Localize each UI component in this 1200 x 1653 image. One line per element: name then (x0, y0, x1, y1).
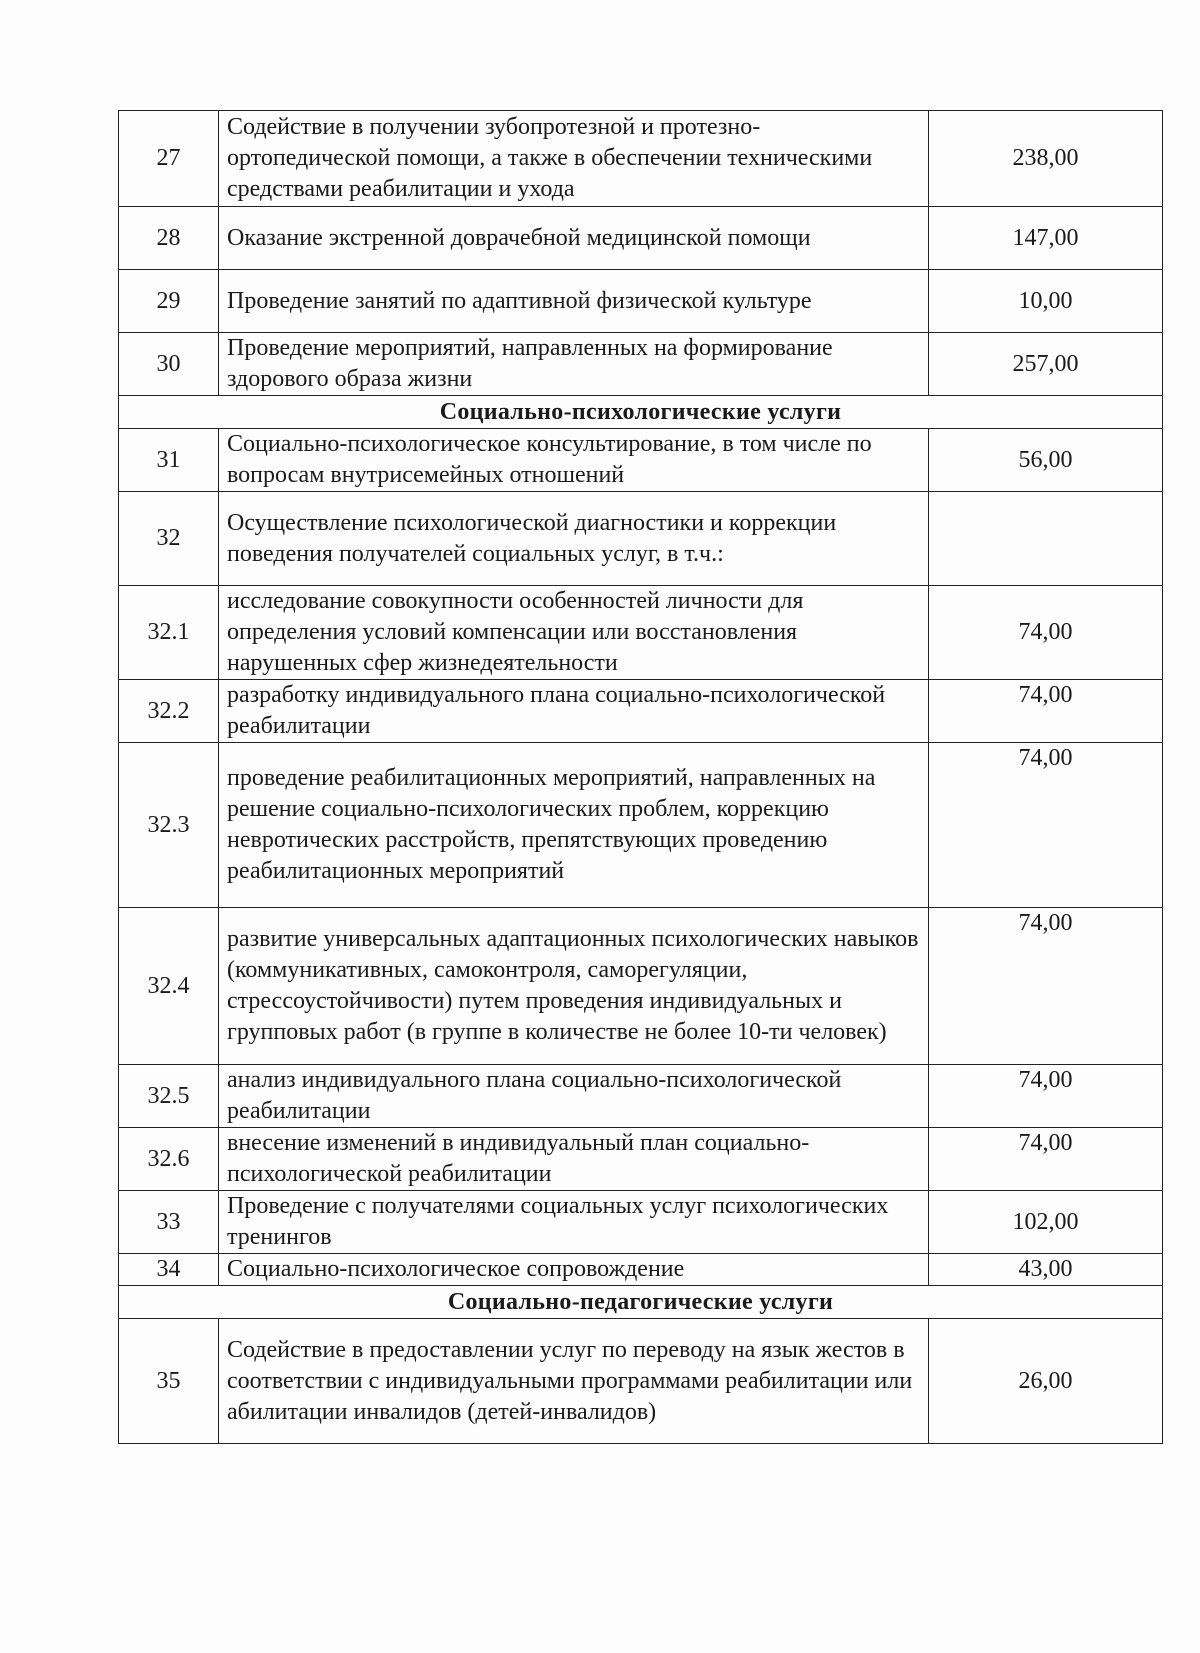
section-header-row (119, 396, 1163, 429)
item-number: 29 (119, 270, 219, 333)
item-number: 33 (119, 1191, 219, 1254)
service-description: проведение реабилитационных мероприятий, направленных на решение социально-психологических проблем, коррекцию невротических расстройств, препятствующих проведению реабилитационных мероприятий (219, 743, 929, 908)
item-number: 32 (119, 492, 219, 586)
item-number: 32.1 (119, 586, 219, 680)
service-price (929, 492, 1163, 586)
item-number: 32.3 (119, 743, 219, 908)
item-number: 32.6 (119, 1128, 219, 1191)
service-price: 257,00 (929, 333, 1163, 396)
service-price: 26,00 (929, 1319, 1163, 1444)
table-row (119, 270, 1163, 333)
service-price: 74,00 (929, 680, 1163, 743)
service-description: разработку индивидуального плана социально-психологической реабилитации (219, 680, 929, 743)
section-title: Социально-педагогические услуги (119, 1286, 1163, 1319)
service-price: 147,00 (929, 207, 1163, 270)
item-number: 30 (119, 333, 219, 396)
table-row (119, 680, 1163, 743)
service-price: 74,00 (929, 908, 1163, 1065)
table-row (119, 1065, 1163, 1128)
service-price: 74,00 (929, 743, 1163, 908)
service-description: развитие универсальных адаптационных психологических навыков (коммуникативных, самоконтроля, саморегуляции, стрессоустойчивости) путем проведения индивидуальных и групповых работ (в группе в количестве не более 10-ти человек) (219, 908, 929, 1065)
service-description: Содействие в предоставлении услуг по переводу на язык жестов в соответствии с индивидуальными программами реабилитации или абилитации инвалидов (детей-инвалидов) (219, 1319, 929, 1444)
service-description: Проведение мероприятий, направленных на формирование здорового образа жизни (219, 333, 929, 396)
section-title: Социально-психологические услуги (119, 396, 1163, 429)
table-row (119, 333, 1163, 396)
table-row (119, 586, 1163, 680)
service-description: Социально-психологическое сопровождение (219, 1254, 929, 1286)
table-row (119, 1254, 1163, 1286)
table-row (119, 743, 1163, 908)
item-number: 34 (119, 1254, 219, 1286)
service-description: анализ индивидуального плана социально-психологической реабилитации (219, 1065, 929, 1128)
service-description: внесение изменений в индивидуальный план социально-психологической реабилитации (219, 1128, 929, 1191)
service-price: 10,00 (929, 270, 1163, 333)
service-description: Социально-психологическое консультирование, в том числе по вопросам внутрисемейных отношений (219, 429, 929, 492)
table-row (119, 1191, 1163, 1254)
service-price: 74,00 (929, 586, 1163, 680)
table-row (119, 1128, 1163, 1191)
item-number: 28 (119, 207, 219, 270)
service-price: 56,00 (929, 429, 1163, 492)
table-row (119, 429, 1163, 492)
item-number: 32.5 (119, 1065, 219, 1128)
table-row (119, 111, 1163, 207)
service-description: Осуществление психологической диагностики и коррекции поведения получателей социальных услуг, в т.ч.: (219, 492, 929, 586)
item-number: 32.2 (119, 680, 219, 743)
service-description: Проведение занятий по адаптивной физической культуре (219, 270, 929, 333)
service-price: 238,00 (929, 111, 1163, 207)
item-number: 31 (119, 429, 219, 492)
services-table-body (119, 111, 1163, 1444)
service-price: 102,00 (929, 1191, 1163, 1254)
service-price: 74,00 (929, 1128, 1163, 1191)
item-number: 27 (119, 111, 219, 207)
item-number: 35 (119, 1319, 219, 1444)
service-description: Содействие в получении зубопротезной и протезно-ортопедической помощи, а также в обеспечении техническими средствами реабилитации и ухода (219, 111, 929, 207)
service-price: 43,00 (929, 1254, 1163, 1286)
service-description: Оказание экстренной доврачебной медицинской помощи (219, 207, 929, 270)
table-row (119, 492, 1163, 586)
table-row (119, 1319, 1163, 1444)
service-price: 74,00 (929, 1065, 1163, 1128)
service-description: Проведение с получателями социальных услуг психологических тренингов (219, 1191, 929, 1254)
service-description: исследование совокупности особенностей личности для определения условий компенсации или восстановления нарушенных сфер жизнедеятельности (219, 586, 929, 680)
table-row (119, 908, 1163, 1065)
table-row (119, 207, 1163, 270)
services-price-table (118, 110, 1163, 1444)
section-header-row (119, 1286, 1163, 1319)
item-number: 32.4 (119, 908, 219, 1065)
